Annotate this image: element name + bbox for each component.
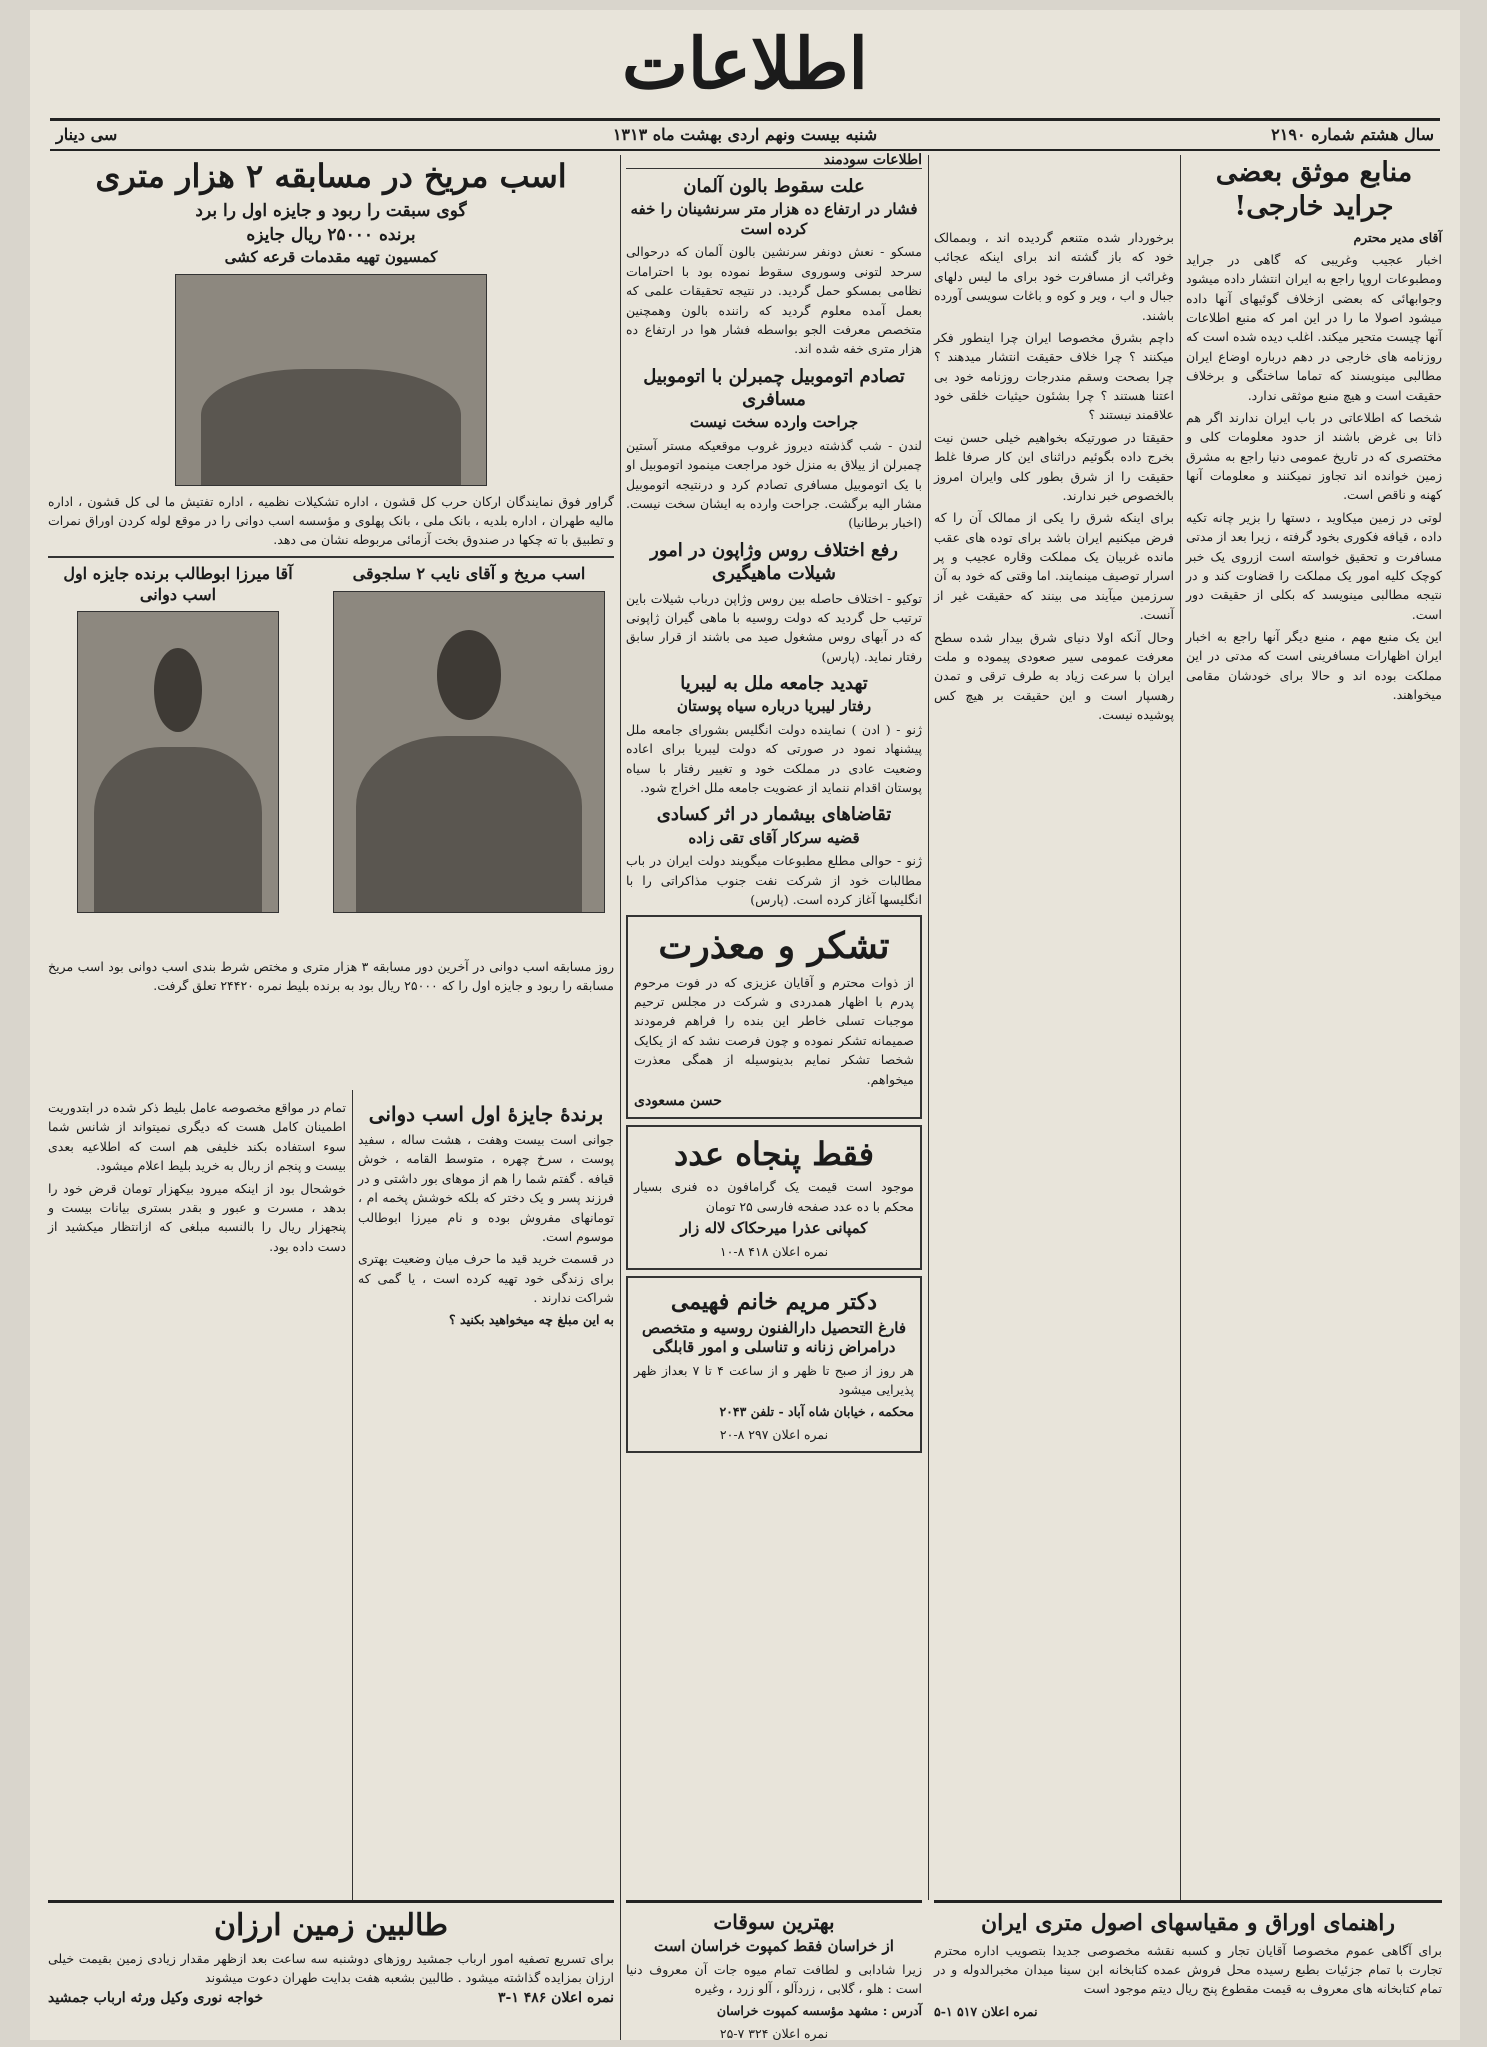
photo-block-horse bbox=[324, 562, 614, 919]
article-paragraph: اخبار عجیب وغریبی که گاهی در جراید ومطبوعات اروپا راجع به ایران انتشار داده میشود وجوابهائی که بعضی ازخلاف گوئیهای آنها داده میشود اصولا ما را در این امر که منبع اطلاعات آنها چیست متحیر میکند. اغلب دیده شده است که روزنامه های خارجی در دهم درباره اوضاع ایران مطالبی مینویسند که تماما ساختگی و برخلاف حقیقت است و هیچ منبع موثقی ندارد. bbox=[1186, 251, 1442, 403]
news-body: ژنو - حوالی مطلع مطبوعات میگویند دولت ایران در باب مطالبات خود از شرکت نفت جنوب مذاکراتی را با انگلیسها آغاز کرده است. (پارس) bbox=[626, 853, 922, 908]
column-mid-right bbox=[934, 225, 1174, 1970]
article-paragraph: وحال آنکه اولا دنیای شرق بیدار شده سطح معرفت عمومی سیر صعودی پیموده و ملت ایران با سرعت زیاد به طرف ترقی و تمدن رهسپار است و این حقیقت بر هیچ کس پوشیده نیست. bbox=[934, 629, 1174, 722]
news-body: ژنو - ( ادن ) نماینده دولت انگلیس بشورای جامعه ملل پیشنهاد نمود در صورتی که دولت لیبریا برای اعاده وضعیت عادی در مملکت خود و تغییر رفتار با سیاه پوستان اقدام ننماید از عضویت جامعه ملل اخراج شود. bbox=[626, 721, 922, 796]
column-rule bbox=[620, 155, 621, 2040]
column-rule bbox=[1180, 155, 1181, 1900]
ad-doctor-hours: هر روز از صبح تا ظهر و از ساعت ۴ تا ۷ بعداز ظهر پذیرایی میشود bbox=[634, 1362, 915, 1397]
news-headline: تقاضاهای بیشمار در اثر کسادی bbox=[656, 804, 892, 826]
ad-thanks-signature: حسن مسعودی bbox=[634, 1092, 722, 1109]
ad-gramophone-number: نمره اعلان ۴۱۸ ۸-۱۰ bbox=[719, 1243, 829, 1259]
issue-number: سال هشتم شماره ۲۱۹۰ bbox=[1271, 125, 1434, 144]
ad-doctor-number: نمره اعلان ۲۹۷ ۸-۲۰ bbox=[719, 1426, 829, 1442]
winner-subheadline: برندهٔ جایزهٔ اول اسب دوانی bbox=[368, 1102, 604, 1126]
subheadline: گوی سبقت را ربود و جایزه اول را برد bbox=[195, 201, 467, 221]
ad-metric-title: راهنمای اوراق و مقیاسهای اصول متری ایران bbox=[980, 1910, 1396, 1936]
ad-thanks-title: تشکر و معذرت bbox=[658, 925, 890, 968]
news-subheadline: فشار در ارتفاع ده هزار متر سرنشینان را خفه کرده است bbox=[630, 200, 918, 238]
ad-metric-body: برای آگاهی عموم مخصوصا آقایان تجار و کسبه نقشه مخصوصی جدیدا بتصویب اداره محترم تجارت با تمام جزئیات بطبع رسیده محل فروش عمده کتابخانه ابن سینا میدان مخبرالدوله و در تمام کتابخانه های معروف به قیمت مقطوع پنج ریال دیتم موجود است bbox=[934, 1942, 1442, 1997]
ad-doctor-title: دکتر مریم خانم فهیمی bbox=[670, 1288, 878, 1315]
photo-silhouette bbox=[356, 736, 583, 912]
ad-compote-number: نمره اعلان ۳۲۴ ۷-۲۵ bbox=[719, 2025, 829, 2041]
ad-metric-guide bbox=[934, 1900, 1442, 2033]
article-paragraph: لوتی در زمین میکاوید ، دستها را بزیر چانه تکیه داده ، قیافه فکوری بخود گرفته ، زیرا بعد از مدتی مسافرت و تحقیق خواسته است ازروی یک خبر کوچک کلیه امور یک مملکت را قضاوت کند و در نتیجه مطالبی مینویسد که بکلی از حقیقت دور است. bbox=[1186, 509, 1442, 622]
ad-thanks bbox=[626, 915, 922, 1118]
photo-horse-rider bbox=[333, 591, 605, 913]
photo-lottery-commission bbox=[175, 274, 487, 486]
news-headline: رفع اختلاف روس وژاپون در امور شیلات ماهیگیری bbox=[650, 539, 898, 585]
newspaper-logo: اطلاعات bbox=[622, 22, 868, 105]
news-body: توکیو - اختلاف حاصله بین روس وژاپن درباب شیلات باین ترتیب حل گردید که دولت روسیه با ماهی گیران ژاپونی که در آبهای روس مشغول صید می باشند از قرار سابق رفتار نماید. (پارس) bbox=[626, 590, 922, 664]
column-left bbox=[48, 152, 614, 1087]
ad-gramophone-title: فقط پنجاه عدد bbox=[673, 1134, 874, 1173]
article-paragraph: داچم بشرق مخصوصا ایران چرا اینطور فکر میکنند ؟ چرا خلاف حقیقت انتشار میدهند ؟ چرا بصحت وسقم مندرجات روزنامه خود بی اعتنا هستند ؟ چرا بشئون حیثیات خلقی خود علاقمند نیستند ؟ bbox=[934, 329, 1174, 423]
column-right bbox=[1186, 152, 1442, 1897]
photo-rider-figure bbox=[437, 630, 502, 720]
article-paragraph: برخوردار شده متنعم گردیده اند ، وبممالک خود که باز گشته اند برای اینکه عجائب وغرائب از مسافرت خود برای ما لیس دلهای جبال و اب ، ویر و کوه و باغات سویسی آورده باشند. bbox=[934, 230, 1174, 323]
ad-thanks-body: از ذوات محترم و آقایان عزیزی که در فوت مرحوم پدرم با اظهار همدردی و شرکت در مجلس ترحیم موجبات تسلی خاطر این بنده را فراهم فرمودند صمیمانه تشکر نموده و چون فرصت نشد که از یکایک شخصا تشکر نمایم بدینوسیله از همگی معذرت میخواهم. bbox=[634, 974, 914, 1087]
column-lower-mid bbox=[358, 1095, 614, 1895]
masthead bbox=[30, 10, 1460, 118]
subheadline: برنده ۲۵۰۰۰ ریال جایزه bbox=[246, 225, 416, 246]
news-headline: تصادم اتوموبیل چمبرلن با اتوموبیل مسافری bbox=[643, 365, 905, 411]
ad-compote-body: زیرا شادابی و لطافت تمام میوه جات آن معروف دنیا است : هلو ، گلابی ، زردآلو ، آلو زرد ، وغیره bbox=[626, 1961, 922, 1996]
news-body: لندن - شب گذشته دیروز غروب موقعیکه مستر آستین چمبرلن از ییلاق به منزل خود مراجعت مینمود اتوموبیل او با یک اتوموبیل مسافری تصادم کرد و درنتیجه اتوموبیل مشار الیه برگشت. جراحت وارده به ایشان سخت نیست. (اخبار برطانیا) bbox=[626, 437, 922, 531]
salutation: آقای مدیر محترم bbox=[1353, 229, 1442, 245]
subheadline: کمسیون تهیه مقدمات قرعه کشی bbox=[224, 248, 438, 267]
ad-metric-number: نمره اعلان ۵۱۷ ۱-۵ bbox=[934, 2003, 1038, 2019]
photo-portrait-figure bbox=[154, 648, 202, 732]
issue-price: سی دینار bbox=[56, 125, 118, 144]
ad-compote-address: آدرس : مشهد مؤسسه کمپوت خراسان bbox=[716, 2003, 922, 2019]
headline-foreign-press: منابع موثق بعضی جراید خارجی! bbox=[1215, 157, 1413, 222]
article-paragraph: جوانی است بیست وهفت ، هشت ساله ، سفید پوست ، سرخ چهره ، متوسط القامه ، خوش قیافه . گفتم شما را هم از موهای بور داشتی و در فرزند پسر و یک دختر که بلکه خوشش پخمه ام ، تومانهای مفروش بوده و نام میرزا ابوطالب موسوم است. bbox=[358, 1132, 614, 1244]
article-paragraph: حقیقتا در صورتیکه بخواهیم خیلی حسن نیت بخرج داده بگوئیم دراثنای این کار صرفا غلط حقیقت را از شرق بطور کلی وایران امروز بالخصوص خبر ندارند. bbox=[934, 429, 1174, 503]
ad-doctor-specialty: فارغ التحصیل دارالفنون روسیه و متخصص درامراض زنانه و تناسلی و امور قابلگی bbox=[641, 1318, 907, 1357]
article-paragraph: شخصا که اطلاعاتی در باب ایران ندارند اگر هم ذاتا بی غرض باشند از حدود معلومات کلی و مختصری که در تاریخ عمومی دنیا راجع به مشرق زمین خوانده اند تجاوز نمیکنند و معلومات آنها کهنه و ناقص است. bbox=[1186, 409, 1442, 503]
headline-horse-race: اسب مریخ در مسابقه ۲ هزار متری bbox=[95, 157, 567, 195]
ad-compote bbox=[626, 1900, 922, 2041]
photo-horse-title: اسب مریخ و آقای نایب ۲ سلجوقی bbox=[352, 563, 586, 583]
article-question: به این مبلغ چه میخواهید بکنید ؟ bbox=[449, 1312, 614, 1328]
news-headline: تهدید جامعه ملل به لیبریا bbox=[680, 673, 868, 695]
ad-land-title: طالبین زمین ارزان bbox=[213, 1908, 449, 1943]
column-center bbox=[626, 152, 922, 2037]
ad-land-body: برای تسریع تصفیه امور ارباب جمشید روزهای دوشنبه سه ساعت بعد ازظهر مقدار زیادی زمین بقیمت خیلی ارزان بمزایده گذاشته میشود . طالبین بشعبه هفت بدایت طهران دعوت میشوند bbox=[48, 1950, 614, 1985]
article-paragraph: برای اینکه شرق را یکی از ممالک آن را که فرض میکنیم ایران باشد برای توده های عقب مانده غربیان یک مملکت وقاره عجیب و پر اسرار توصیف مینمایند. اما وقتی که خود به آن سرزمین میآیند می بینند که حقیقت غیر از آنست. bbox=[934, 510, 1174, 623]
issue-date: شنبه بیست ونهم اردی بهشت ماه ۱۳۱۳ bbox=[612, 125, 878, 144]
ad-gramophone bbox=[626, 1125, 922, 1270]
dateline bbox=[50, 118, 1440, 151]
photo-block-winner bbox=[48, 562, 308, 920]
photo-caption: گراور فوق نمایندگان ارکان حرب کل قشون ، اداره تشکیلات نظمیه ، اداره تفتیش ما لی کل قشون ، اداره مالیه طهران ، اداره بلدیه ، بانک ملی ، بانک پهلوی و مؤسسه اسب دوانی را در موقع لوله کردن اوراق نمرات و تطبیق با ته چکها در صندوق بخت آزمائی مربوطه نشان می دهد. bbox=[48, 493, 614, 548]
ad-land-signature: خواجه نوری وکیل ورثه ارباب جمشید bbox=[48, 1990, 264, 2007]
article-paragraph: این یک منبع مهم ، منبع دیگر آنها راجع به اخبار ایران اظهارات مسافرینی است که مدتی در این مملکت بوده اند و حالا برای خودشان مقامی میخواهند. bbox=[1186, 629, 1442, 703]
ad-compote-title: بهترین سوقات bbox=[713, 1910, 835, 1934]
ad-land-footer bbox=[48, 1990, 614, 2006]
photo-winner-portrait bbox=[77, 611, 279, 913]
photos-row bbox=[48, 556, 614, 953]
photo-caption: روز مسابقه اسب دوانی در آخرین دور مسابقه ۳ هزار متری و مختص شرط بندی اسب دوانی بود اسب مریخ مسابقه را ربود و جایزه اول را که ۲۵۰۰۰ ریال بود به برنده بلیط نمره ۲۴۴۲۰ تعلق گرفت. bbox=[48, 958, 614, 994]
ad-cheap-land bbox=[48, 1900, 614, 2033]
ad-doctor-address: محکمه ، خیابان شاه آباد - تلفن ۲۰۴۳ bbox=[719, 1404, 914, 1420]
photo-silhouette bbox=[201, 369, 461, 485]
photo-winner-title: آقا میرزا ابوطالب برنده جایزه اول اسب دوانی bbox=[63, 563, 293, 604]
article-paragraph: در قسمت خرید قید ما حرف میان وضعیت بهتری برای زندگی خود تهیه کرده است ، یا گمی که شراکت ندارند . bbox=[358, 1251, 614, 1305]
section-useful-news: اطلاعات سودمند bbox=[626, 152, 922, 169]
news-body: مسکو - نعش دونفر سرنشین بالون آلمان که درحوالی سرحد لتونی وسوروی سقوط نموده بود با احترامات نظامی بمسکو حمل گردید. در نتیجه تحقیقات علمی که بعمل آمده معلوم گردید که راننده بالون وهمچنین متخصص معرفت الجو بواسطه فشار هوا در ارتفاع ده هزار متری خفه شده اند. bbox=[626, 244, 922, 357]
column-rule bbox=[928, 155, 929, 1900]
article-paragraph: تمام در مواقع مخصوصه عامل بلیط ذکر شده در ابتدوریت اطمینان کامل هست که دیگری نمیتواند از شانس شما سوء استفاده بکند خلیفی هم است که اطلاعیه بعدی بیست و پنجم از ربال به خرید بلیط اعلام میشود. bbox=[48, 1100, 346, 1174]
newspaper-page bbox=[30, 10, 1460, 2040]
article-paragraph: خوشحال بود از اینکه میرود بیکهزار تومان قرض خود را بدهد ، مسرت و عبور و بقدر بستری بیانات بیست و پنجهزار ریال را بالنسبه مبلغی که ازانتظار میکشید از دست داده بود. bbox=[48, 1180, 346, 1254]
ad-land-number: نمره اعلان ۴۸۶ ۱-۳ bbox=[498, 1990, 614, 2007]
ad-gramophone-body: موجود است قیمت یک گرامافون ده فنری بسیار محکم با ده عدد صفحه فارسی ۲۵ تومان bbox=[634, 1179, 914, 1214]
ad-compote-subtitle: از خراسان فقط کمپوت خراسان است bbox=[654, 1937, 894, 1955]
news-subheadline: رفتار لیبریا درباره سیاه پوستان bbox=[676, 697, 872, 716]
photo-silhouette bbox=[94, 747, 262, 912]
news-headline: علت سقوط بالون آلمان bbox=[683, 176, 865, 197]
news-subheadline: جراحت وارده سخت نیست bbox=[689, 413, 859, 432]
column-rule bbox=[352, 1090, 353, 1900]
ad-gramophone-shop: کمپانی عذرا میرحکاک لاله زار bbox=[680, 1219, 868, 1238]
column-lower-left bbox=[48, 1095, 346, 1895]
ad-doctor bbox=[626, 1276, 922, 1453]
news-subheadline: قضیه سرکار آقای تقی زاده bbox=[688, 828, 860, 847]
